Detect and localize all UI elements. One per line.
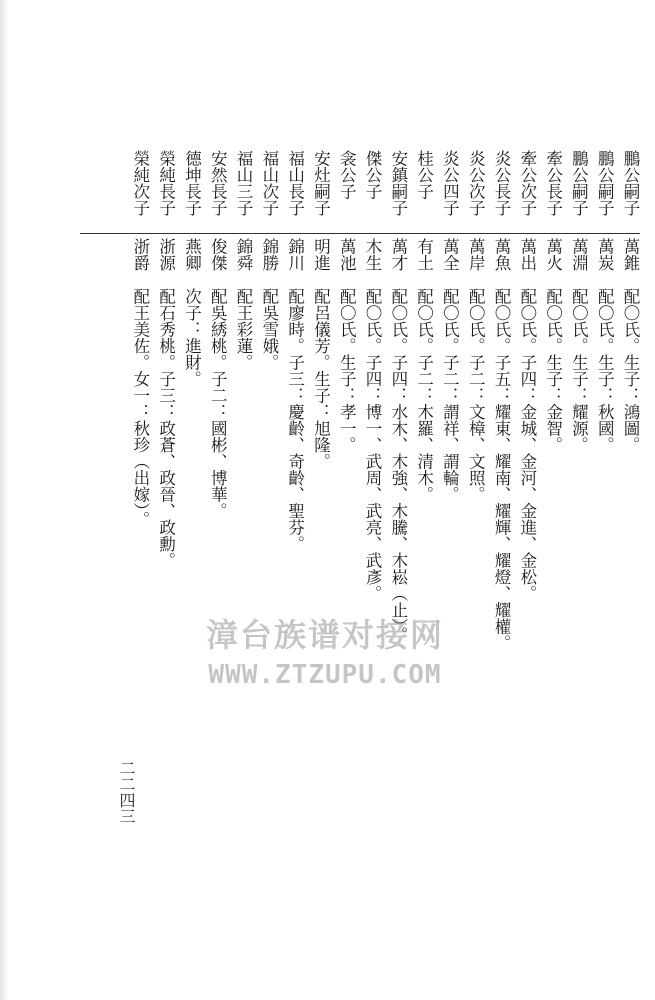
watermark-text: 漳台族谱对接网 — [205, 616, 444, 654]
entry-detail: 配吳雪娥。 — [259, 288, 279, 371]
entry-father: 衾公子 — [337, 150, 357, 200]
entry-name: 萬淵 — [569, 238, 589, 271]
entry-father: 牽公長子 — [543, 150, 563, 216]
entry-name: 燕卿 — [182, 238, 202, 271]
entry-name: 萬炭 — [595, 238, 615, 271]
entry-detail: 配〇氏。子二：木羅、清木。 — [414, 288, 434, 503]
entry-father: 鵬公嗣子 — [595, 150, 615, 216]
entry-name: 萬出 — [517, 238, 537, 271]
watermark-url: WWW.ZTZUPU.COM — [208, 660, 442, 690]
entry-name: 萬錐 — [621, 238, 640, 271]
entry-detail: 配〇氏。生子：鴻圖。 — [621, 288, 640, 453]
entry-father: 安鎮嗣子 — [388, 150, 408, 216]
entry-father: 榮純次子 — [130, 150, 150, 216]
entry-detail: 配〇氏。子二：謂祥、謂輪。 — [440, 288, 460, 503]
entry-name: 萬岸 — [466, 238, 486, 271]
entry-name: 有土 — [414, 238, 434, 271]
entry-father: 安然長子 — [208, 150, 228, 216]
entry-father: 鵬公嗣子 — [621, 150, 640, 216]
entry-detail: 配廖時。子三：慶齡、奇齡、聖芬。 — [285, 288, 305, 552]
entry-detail: 配〇氏。子四：博一、武周、武亮、武彥。 — [363, 288, 383, 602]
entry-father: 炎公次子 — [466, 150, 486, 216]
entry-detail: 配〇氏。子四：金城、金河、金進、金松。 — [517, 288, 537, 602]
entry-name: 萬火 — [543, 238, 563, 271]
entry-name: 錦勝 — [259, 238, 279, 271]
entry-father: 牽公次子 — [517, 150, 537, 216]
entry-father: 福山三子 — [234, 150, 254, 216]
entry-father: 炎公四子 — [440, 150, 460, 216]
entry-detail: 配王美佐。女一：秋珍（出嫁）。 — [130, 288, 150, 528]
entry-detail: 配〇氏。生子：孝一。 — [337, 288, 357, 453]
entry-detail: 配〇氏。子五：耀東、耀南、耀輝、耀燈、耀權。 — [492, 288, 512, 651]
entry-father: 安灶嗣子 — [311, 150, 331, 216]
detail-row — [80, 288, 640, 748]
entry-name: 萬魚 — [492, 238, 512, 271]
entry-detail: 配〇氏。子二：文樟、文照。 — [466, 288, 486, 503]
entry-detail: 配吳綉桃。子二：國彬、博華。 — [208, 288, 228, 519]
name-row — [80, 238, 640, 280]
entry-father: 德坤長子 — [182, 150, 202, 216]
entry-name: 浙源 — [156, 238, 176, 271]
entry-detail: 配王彩蓮。 — [234, 288, 254, 371]
entry-name: 明進 — [311, 238, 331, 271]
entry-father: 炎公長子 — [492, 150, 512, 216]
entry-name: 萬池 — [337, 238, 357, 271]
entry-name: 錦川 — [285, 238, 305, 271]
entry-father: 桂公子 — [414, 150, 434, 200]
father-row — [80, 150, 640, 232]
entry-name: 萬全 — [440, 238, 460, 271]
entry-name: 萬才 — [388, 238, 408, 271]
scan-edge-shadow — [0, 0, 8, 1000]
entry-father: 福山長子 — [285, 150, 305, 216]
entry-name: 浙爵 — [130, 238, 150, 271]
entry-name: 俊傑 — [208, 238, 228, 271]
entry-detail: 配石秀桃。子三：政蒼、政晉、政勳。 — [156, 288, 176, 569]
entry-name: 錦舜 — [234, 238, 254, 271]
entry-detail: 次子：進財。 — [182, 288, 202, 387]
entry-father: 福山次子 — [259, 150, 279, 216]
entry-detail: 配呂儀芳。生子：旭隆。 — [311, 288, 331, 470]
entry-father: 鵬公嗣子 — [569, 150, 589, 216]
entry-detail: 配〇氏。生子：金智。 — [543, 288, 563, 453]
entry-detail: 配〇氏。生子：耀源。 — [569, 288, 589, 453]
entry-detail: 配〇氏。子四：水木、木強、木騰、木崧（止）。 — [388, 288, 408, 643]
entry-father: 榮純長子 — [156, 150, 176, 216]
entry-name: 木生 — [363, 238, 383, 271]
page-number: 二二四三 — [117, 760, 136, 824]
divider-rule — [80, 233, 640, 234]
entry-detail: 配〇氏。生子：秋國。 — [595, 288, 615, 453]
entry-father: 傑公子 — [363, 150, 383, 200]
